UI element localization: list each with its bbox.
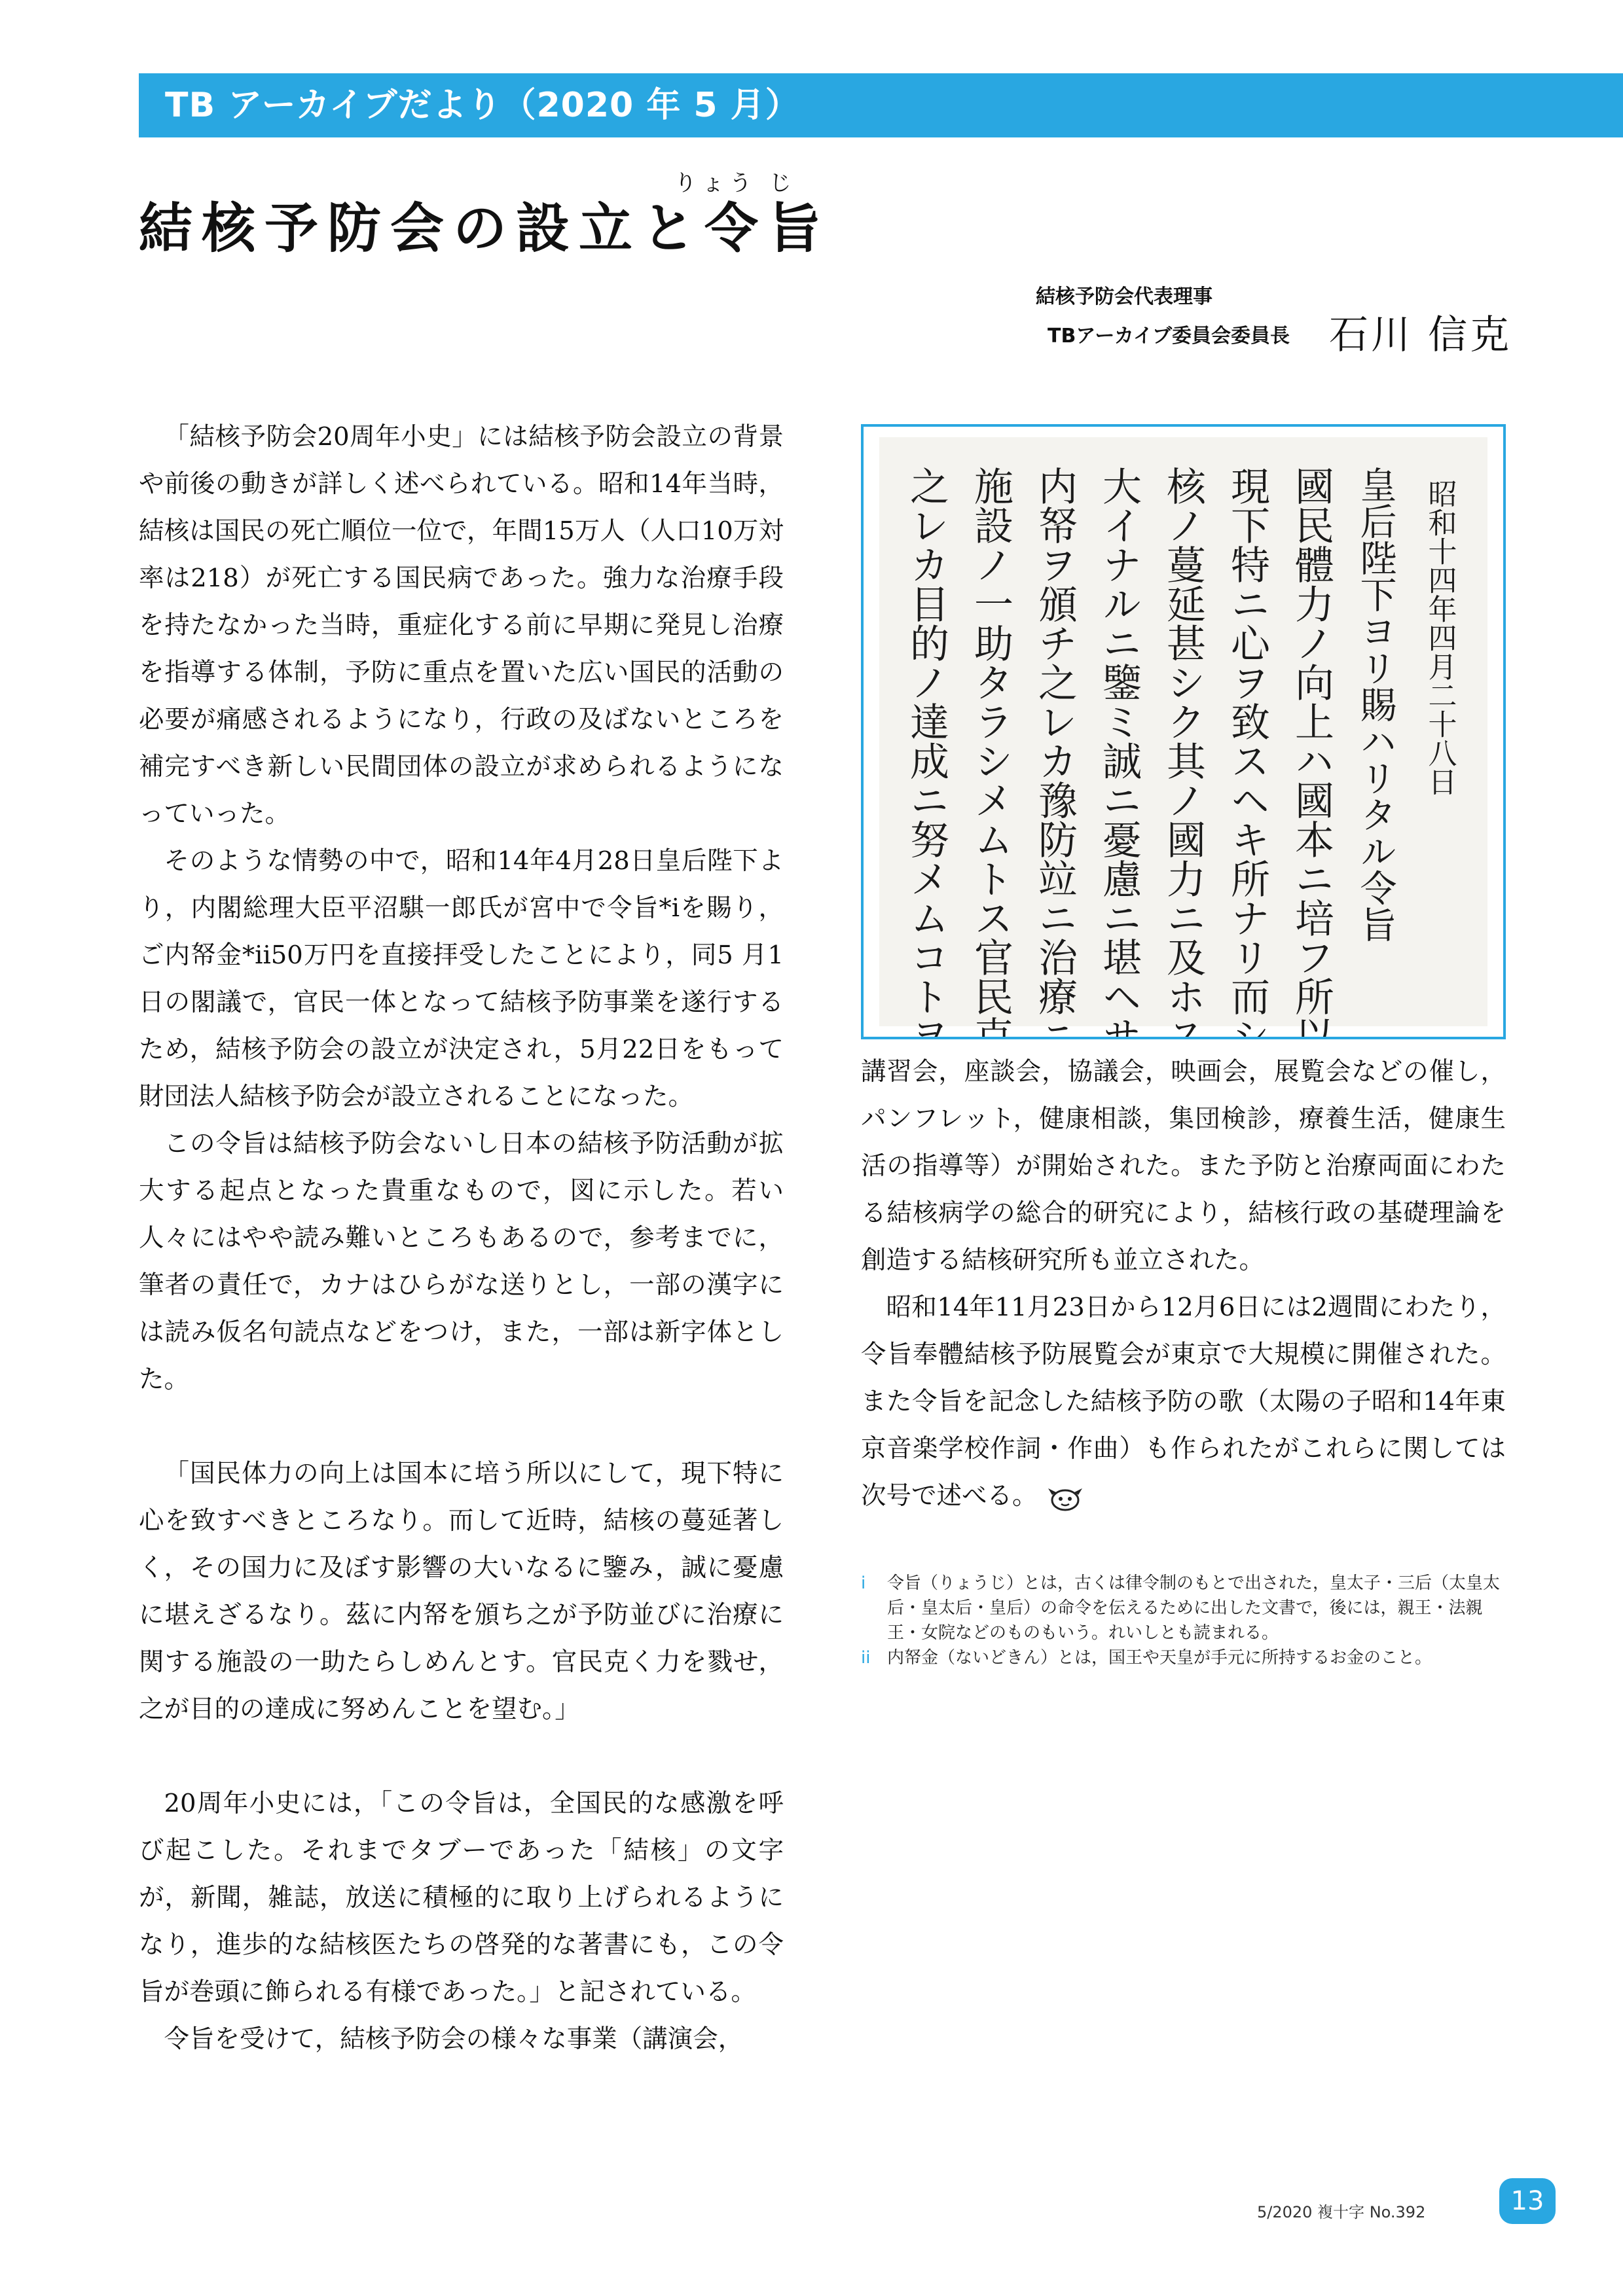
footnote-mark: ii (861, 1648, 871, 1668)
document-text-column: 施設ノ一助タラシメムトス官民克ク力ヲ戮セ (968, 466, 1013, 1037)
document-text-column: 昭和十四年四月二十八日 (1423, 479, 1457, 796)
paragraph: 「結核予防会20周年小史」には結核予防会設立の背景や前後の動きが詳しく述べられている。昭和14年当時，結核は国民の死亡順位一位で，年間15万人（人口10万対率は218）が死亡する国民病であった。強力な治療手段を持たなかった当時，重症化する前に早期に発見し治療を指導する体制，予防に重点を置いた広い国民的活動の必要が痛感されるようになり，行政の及ばないところを補完すべき新しい民間団体の設立が求められるようになっていった。 (139, 422, 784, 829)
footnote-text: 内帑金（ないどきん）とは，国王や天皇が手元に所持するお金のこと。 (887, 1648, 1432, 1668)
paragraph-text: 昭和14年11月23日から12月6日には2週間にわたり，令旨奉體結核予防展覧会が東京で大規模に開催された。また令旨を記念した結核予防の歌（太陽の子昭和14年東京音楽学校作詞・作曲）も作られたがこれらに関しては次号で述べる。 (861, 1293, 1506, 1511)
paragraph: そのような情勢の中で，昭和14年4月28日皇后陛下より，内閣総理大臣平沼騏一郎氏が宮中で令旨*iを賜り，ご内帑金*ii50万円を直接拝受したことにより，同5 月1 日の閣議で，官民一体となって結核予防事業を遂行するため，結核予防会の設立が決定され，5月22日をもって財団法人結核予防会が設立されることになった。 (139, 846, 784, 1111)
paragraph: 講習会，座談会，協議会，映画会，展覧会などの催し，パンフレット，健康相談，集団検診，療養生活，健康生活の指導等）が開始された。また予防と治療両面にわたる結核病学の総合的研究により，結核行政の基礎理論を創造する結核研究所も並立された。 (861, 1057, 1506, 1275)
quote-paragraph: 「国民体力の向上は国本に培う所以にして，現下特に心を致すべきところなり。而して近時，結核の蔓延著しく，その国力に及ぼす影響の大いなるに鑒み，誠に憂慮に堪えざるなり。茲に内帑を頒ち之が予防並びに治療に関する施設の一助たらしめんとす。官民克く力を戮せ，之が目的の達成に努めんことを望む。」 (139, 1459, 784, 1724)
document-text-column: 皇后陛下ヨリ賜ハリタル令旨 (1354, 466, 1397, 942)
footnote-mark: i (861, 1573, 866, 1593)
footnotes (861, 1571, 1506, 1670)
paragraph (861, 1284, 1506, 1520)
title-ruby: りょう じ (674, 170, 797, 196)
paragraph: 20周年小史には，「この令旨は，全国民的な感激を呼び起こした。それまでタブーであった「結核」の文字が，新聞，雑誌，放送に積極的に取り上げられるようになり，進歩的な結核医たちの啓発的な著書にも，この令旨が巻頭に飾られる有様であった。」と記されている。 (139, 1789, 784, 2007)
footnote-1 (861, 1571, 1506, 1645)
paragraph: 令旨を受けて，結核予防会の様々な事業（講演会， (164, 2024, 744, 2054)
author-role-2: TBアーカイブ委員会委員長 (1048, 325, 1290, 348)
body-right-column (861, 1049, 1506, 1520)
issue-label: 5/2020 複十字 No.392 (1257, 2203, 1426, 2221)
document-text-column: 大イナルニ鑒ミ誠ニ憂慮ニ堪ヘサルナリ茲ニ (1096, 466, 1142, 1037)
section-banner: TB アーカイブだより（2020 年 5 月） (139, 73, 1623, 137)
document-image (861, 424, 1506, 1039)
article-title: 結核予防会の設立と令旨 (139, 198, 831, 260)
author-role-1: 結核予防会代表理事 (1036, 285, 1213, 308)
document-text-column: 之レカ目的ノ達成ニ努メムコトヲ望ム (903, 466, 949, 1037)
footnote-text: 令旨（りょうじ）とは，古くは律令制のもとで出された，皇太子・三后（太皇太后・皇太后・皇后）の命令を伝えるために出した文書で，後には，親王・法親王・女院などのものもいう。れいしとも読まれる。 (887, 1573, 1501, 1643)
paragraph: この令旨は結核予防会ないし日本の結核予防活動が拡大する起点となった貴重なもので，図に示した。若い人々にはやや読み難いところもあるので，参考までに，筆者の責任で，カナはひらがな送りとし，一部の漢字には読み仮名句読点などをつけ，また，一部は新字体とした。 (139, 1129, 784, 1394)
mascot-icon (1046, 1481, 1085, 1511)
document-text-column: 内帑ヲ頒チ之レカ豫防竝ニ治療ニ關スル (1032, 466, 1078, 1037)
footnote-2 (861, 1645, 1506, 1670)
vertical-text-figure (864, 427, 1503, 1037)
document-text-column: 國民體力ノ向上ハ國本ニ培フ所以ニシテ (1288, 466, 1334, 1037)
body-left-column (139, 414, 784, 2063)
page-number: 13 (1499, 2178, 1556, 2224)
document-text-column: 現下特ニ心ヲ致スヘキ所ナリ而シテ近時結 (1224, 466, 1270, 1037)
author-name: 石川 信克 (1329, 312, 1512, 358)
document-text-column: 核ノ蔓延甚シク其ノ國力ニ及ホス影響ノ (1160, 466, 1206, 1037)
